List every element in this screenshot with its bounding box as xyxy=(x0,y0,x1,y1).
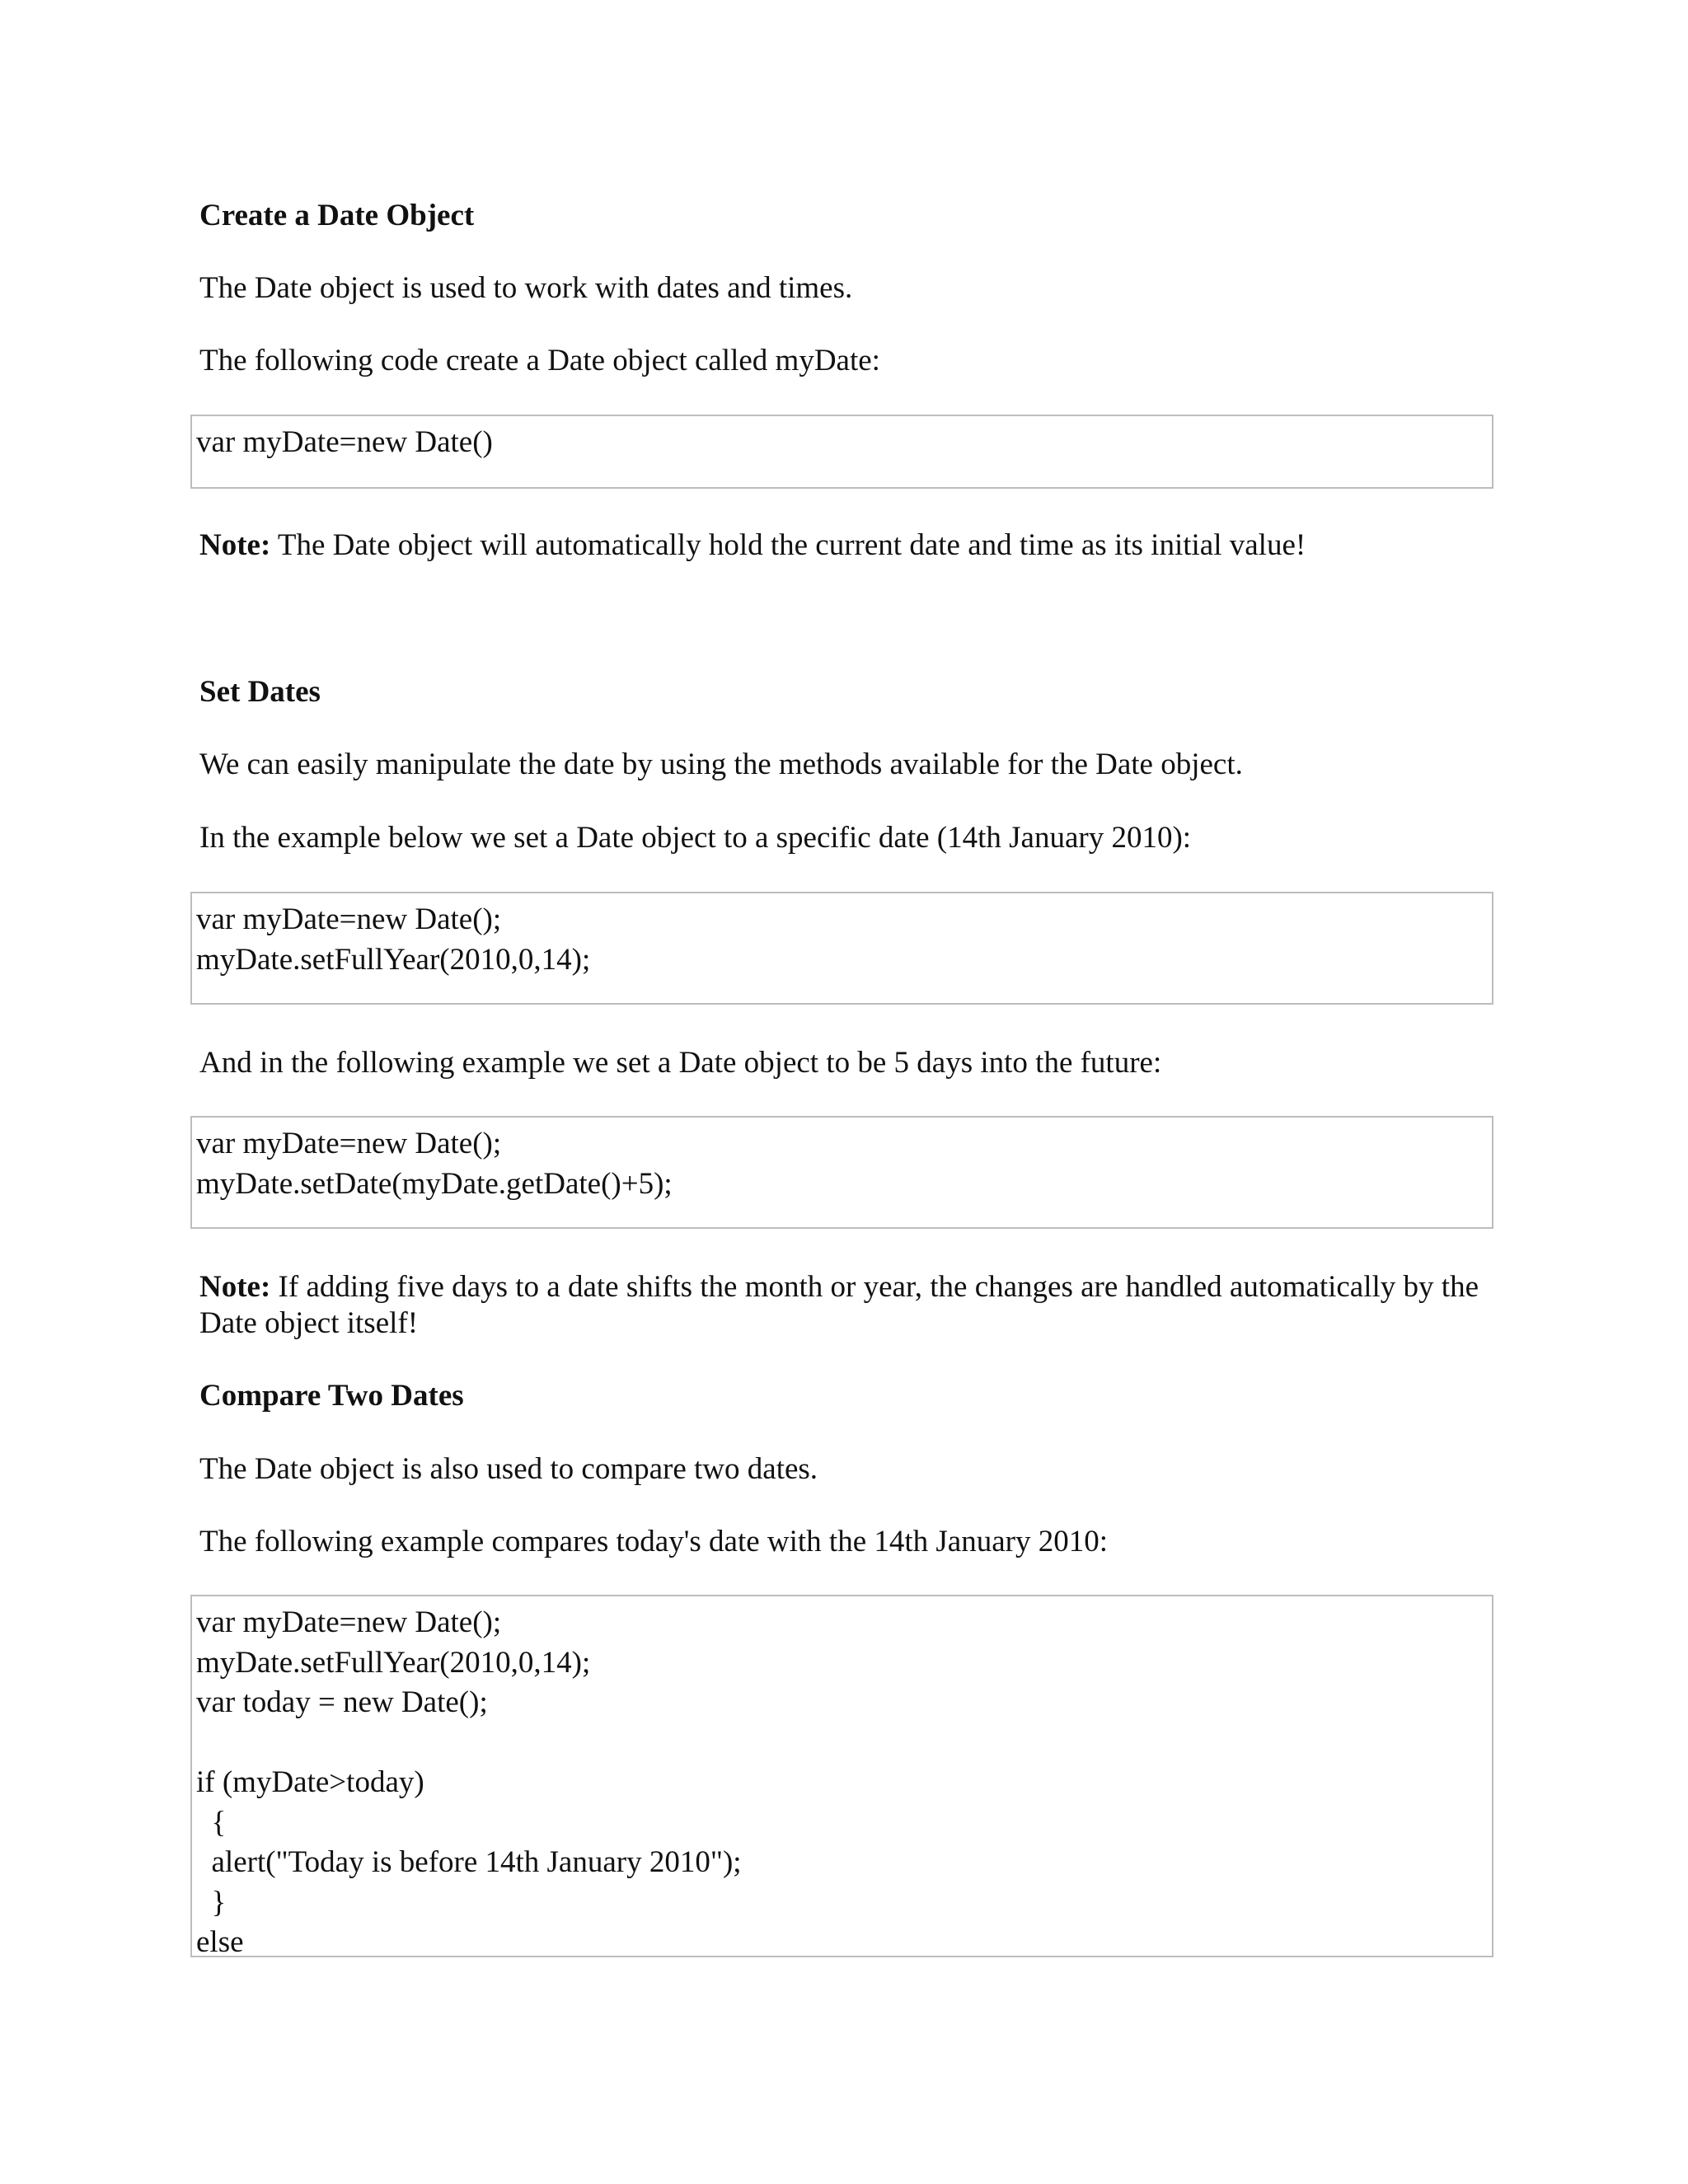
note-create xyxy=(199,527,1306,564)
code-line: var myDate=new Date() xyxy=(196,425,493,459)
heading-set-dates: Set Dates xyxy=(199,675,321,709)
paragraph-specific-date-example: In the example below we set a Date object to a specific date (14th January 2010): xyxy=(199,821,1192,855)
heading-compare-two-dates: Compare Two Dates xyxy=(199,1379,464,1413)
code-block-set-full-year xyxy=(190,892,1493,1005)
note-set-dates xyxy=(199,1269,1493,1342)
code-block-create xyxy=(190,415,1493,489)
code-line: alert("Today is before 14th January 2010"); xyxy=(196,1845,742,1879)
note-text: If adding five days to a date shifts the month or year, the changes are handled automatically by the Date object itself! xyxy=(199,1270,1479,1340)
paragraph-create-intro: The following code create a Date object called myDate: xyxy=(199,344,880,377)
code-line: myDate.setFullYear(2010,0,14); xyxy=(196,942,591,977)
paragraph-compare-example: The following example compares today's date with the 14th January 2010: xyxy=(199,1525,1108,1558)
paragraph-compare-intro: The Date object is also used to compare two dates. xyxy=(199,1452,818,1486)
code-line: if (myDate>today) xyxy=(196,1765,424,1799)
note-label: Note: xyxy=(199,1270,271,1304)
code-line: myDate.setDate(myDate.getDate()+5); xyxy=(196,1166,673,1201)
code-block-compare xyxy=(190,1595,1493,1957)
note-label: Note: xyxy=(199,528,271,562)
paragraph-date-object-purpose: The Date object is used to work with dates and times. xyxy=(199,271,853,305)
code-line: } xyxy=(196,1885,227,1919)
paragraph-future-date-example: And in the following example we set a Date object to be 5 days into the future: xyxy=(199,1046,1162,1080)
code-line: var myDate=new Date(); xyxy=(196,902,502,936)
heading-create-date-object: Create a Date Object xyxy=(199,199,475,232)
code-line xyxy=(196,1723,1488,1764)
note-text: The Date object will automatically hold the current date and time as its initial value! xyxy=(270,528,1306,562)
paragraph-set-intro: We can easily manipulate the date by using the methods available for the Date object. xyxy=(199,748,1243,781)
code-line: var today = new Date(); xyxy=(196,1685,488,1719)
code-line: var myDate=new Date(); xyxy=(196,1605,502,1639)
code-block-set-date xyxy=(190,1116,1493,1229)
code-line: var myDate=new Date(); xyxy=(196,1127,502,1160)
code-line: myDate.setFullYear(2010,0,14); xyxy=(196,1645,591,1680)
code-line: else xyxy=(196,1925,244,1959)
code-line: { xyxy=(196,1805,227,1840)
